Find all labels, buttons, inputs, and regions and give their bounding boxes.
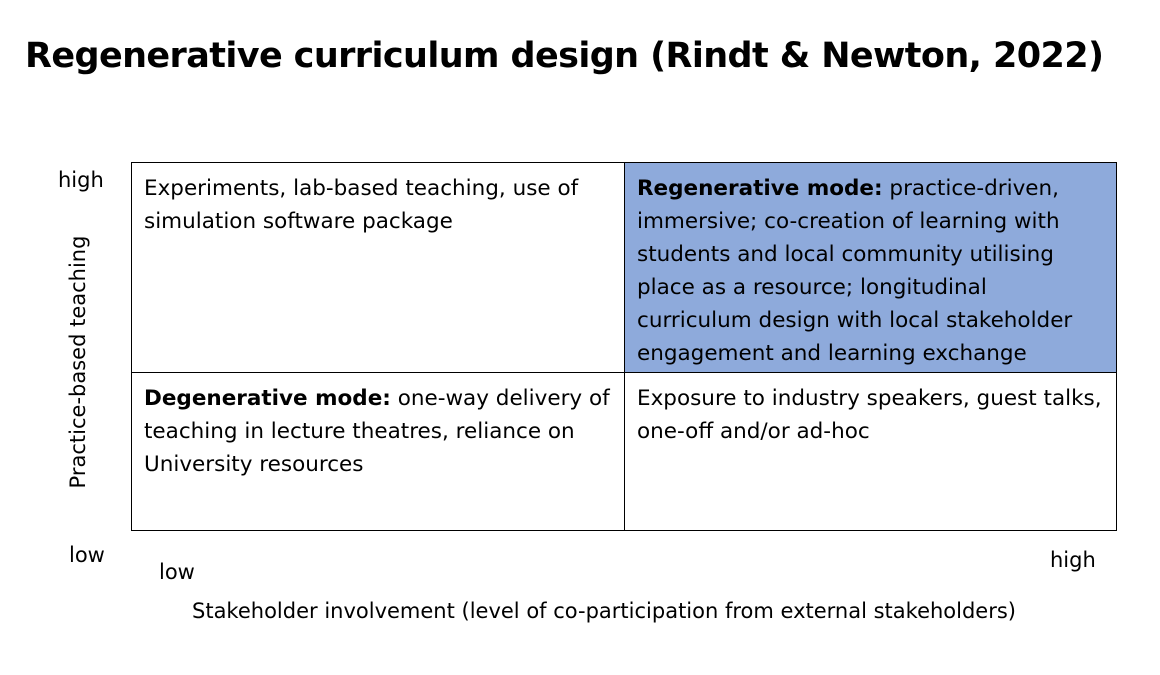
quadrant-top-left: [132, 163, 625, 373]
degenerative-mode-heading: Degenerative mode:: [144, 386, 391, 411]
y-axis-high-label: high: [58, 168, 104, 192]
quadrant-bottom-right-text: Exposure to industry speakers, guest talks, one-off and/or ad-hoc: [637, 386, 1102, 444]
quadrant-top-right: [625, 163, 1116, 373]
x-axis-title: Stakeholder involvement (level of co-participation from external stakeholders): [192, 599, 1016, 623]
y-axis-title: Practice-based teaching: [66, 235, 90, 489]
regenerative-mode-heading: Regenerative mode:: [637, 176, 883, 201]
quadrant-bottom-right: [625, 373, 1116, 530]
x-axis-high-label: high: [1050, 548, 1096, 572]
y-axis-low-label: low: [69, 543, 105, 567]
quadrant-top-left-text: Experiments, lab-based teaching, use of simulation software package: [144, 176, 579, 234]
quadrant-bottom-left: [132, 373, 625, 530]
quadrant-grid: [131, 162, 1117, 531]
quadrant-bottom-left-text: one-way delivery of teaching in lecture theatres, reliance on University resources: [144, 386, 610, 477]
quadrant-top-right-text: practice-driven, immersive; co-creation of learning with students and local community utilising place as a resource; longitudinal curriculum design with local stakeholder engagement and learning exchange: [637, 176, 1073, 366]
x-axis-low-label: low: [159, 560, 195, 584]
diagram-title: Regenerative curriculum design (Rindt & Newton, 2022): [25, 36, 1104, 76]
